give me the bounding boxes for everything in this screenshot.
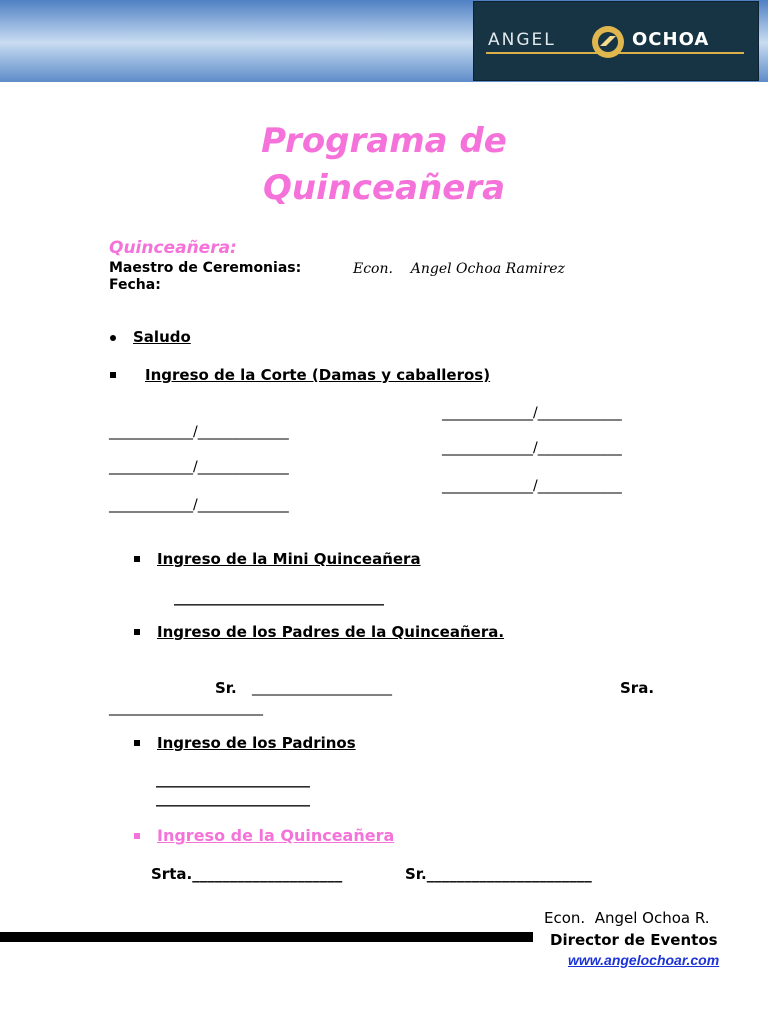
sr-label: Sr. [215,679,237,697]
corte-pair-left-3: ____________/_____________ [109,497,289,513]
corte-pair-right-1: _____________/____________ [442,405,622,421]
footer-bar [0,932,533,942]
mini-line: ______________________________ [174,590,384,606]
quinceanera-label: Quinceañera: [109,238,237,258]
footer-role: Director de Eventos [550,931,718,949]
section-corte: Ingreso de la Corte (Damas y caballeros) [145,366,491,384]
corte-pair-right-2: _____________/____________ [442,440,622,456]
website-link[interactable]: www.angelochoar.com [568,952,720,968]
sra-label: Sra. [620,679,655,697]
padrino-line-2: ______________________ [156,791,310,807]
bullet-square [110,372,116,378]
mc-label: Maestro de Ceremonias: [109,260,302,276]
mc-name: Econ. Angel Ochoa Ramirez [353,261,565,277]
corte-pair-left-2: ____________/_____________ [109,459,289,475]
section-saludo: Saludo [133,328,191,346]
logo-text-ochoa: OCHOA [632,29,710,50]
footer-name: Econ. Angel Ochoa R. [544,909,710,927]
sra-line: ______________________ [109,700,263,716]
bullet-dot [110,335,116,341]
bullet-square-pink [134,833,140,839]
section-padres: Ingreso de los Padres de la Quinceañera. [157,623,505,641]
gold-ring-emblem-icon [590,24,626,60]
title-line-1: Programa de [261,121,507,161]
corte-pair-right-3: _____________/____________ [442,478,622,494]
bullet-square [134,629,140,635]
fecha-label: Fecha: [109,277,161,293]
srta-line: Srta.____________________ [151,865,343,883]
section-mini: Ingreso de la Mini Quinceañera [157,550,421,568]
padrino-line-1: ______________________ [156,772,310,788]
company-logo [473,1,759,81]
title-line-2: Quinceañera [262,168,506,208]
logo-text-angel: ANGEL [488,30,556,50]
corte-pair-left-1: ____________/_____________ [109,424,289,440]
bullet-square [134,740,140,746]
page-title [0,118,768,212]
bullet-square [134,556,140,562]
section-padrinos: Ingreso de los Padrinos [157,734,356,752]
section-quinceanera: Ingreso de la Quinceañera [157,826,395,845]
sr-line-2: Sr.______________________ [405,865,592,883]
sr-line: ____________________ [252,680,392,696]
